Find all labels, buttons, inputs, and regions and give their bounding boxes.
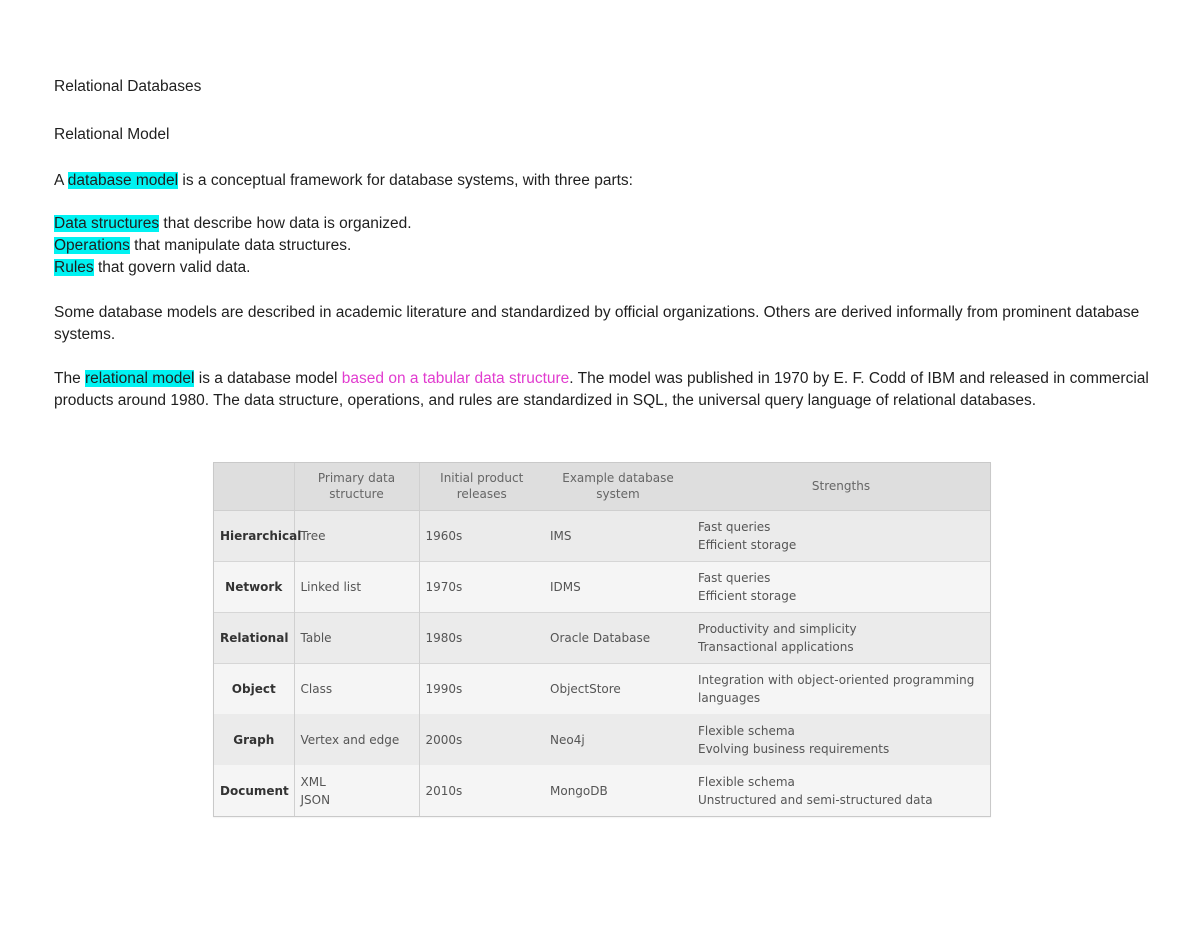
strength-text: Transactional applications bbox=[698, 639, 854, 654]
row-model-name: Object bbox=[214, 663, 294, 714]
row-example: ObjectStore bbox=[550, 681, 621, 696]
row-strengths bbox=[692, 714, 990, 765]
list-item bbox=[54, 257, 1154, 279]
section-heading: Relational Model bbox=[54, 126, 170, 143]
table-row bbox=[214, 714, 990, 765]
structure-text: Linked list bbox=[300, 579, 362, 594]
structure-text: JSON bbox=[300, 792, 331, 807]
row-structure bbox=[294, 714, 419, 765]
tabular-structure-link[interactable]: based on a tabular data structure bbox=[341, 370, 570, 387]
structure-text: Table bbox=[300, 630, 332, 645]
row-strengths bbox=[692, 663, 990, 714]
strength-text: Efficient storage bbox=[698, 588, 797, 603]
highlighted-term-database-model[interactable]: database model bbox=[67, 172, 179, 189]
strength-text: Fast queries bbox=[698, 570, 771, 585]
strength-text: Flexible schema bbox=[698, 723, 795, 738]
row-example: IMS bbox=[550, 528, 572, 543]
structure-text: XML bbox=[300, 774, 326, 789]
highlighted-term-rules[interactable]: Rules bbox=[54, 259, 94, 276]
strength-text: Productivity and simplicity bbox=[698, 621, 857, 636]
header-initial-releases: Initial product releases bbox=[419, 463, 544, 510]
structure-text: Vertex and edge bbox=[300, 732, 400, 747]
row-example: Oracle Database bbox=[550, 630, 651, 645]
row-model-name: Relational bbox=[214, 612, 294, 663]
list-item-text: that manipulate data structures. bbox=[129, 237, 352, 254]
strength-text: Fast queries bbox=[698, 519, 771, 534]
relational-text: . The model was published in 1970 by E. F. Codd of IBM and released in commercial products around 1980. The data structure, operations, and rules are standardized in SQL, the universal query language of relational databases. bbox=[54, 370, 1149, 409]
list-item bbox=[54, 235, 1154, 257]
row-release: 1980s bbox=[425, 630, 463, 645]
row-structure bbox=[294, 561, 419, 612]
highlighted-term-data-structures[interactable]: Data structures bbox=[54, 215, 160, 232]
table-row bbox=[214, 663, 990, 714]
structure-text: Tree bbox=[300, 528, 326, 543]
relational-prefix: The bbox=[54, 370, 86, 387]
structure-text: Class bbox=[300, 681, 333, 696]
row-release: 2010s bbox=[425, 783, 463, 798]
header-example-system: Example database system bbox=[544, 463, 692, 510]
row-release: 2000s bbox=[425, 732, 463, 747]
strength-text: Integration with object-oriented programming languages bbox=[698, 672, 975, 705]
row-release: 1960s bbox=[425, 528, 463, 543]
table-row bbox=[214, 765, 990, 816]
row-strengths bbox=[692, 612, 990, 663]
list-item-text: that describe how data is organized. bbox=[159, 215, 412, 232]
header-strengths: Strengths bbox=[692, 463, 990, 510]
strength-text: Evolving business requirements bbox=[698, 741, 890, 756]
row-example: Neo4j bbox=[550, 732, 585, 747]
row-model-name: Document bbox=[214, 765, 294, 816]
row-strengths bbox=[692, 510, 990, 561]
row-structure bbox=[294, 765, 419, 816]
row-model-name: Network bbox=[214, 561, 294, 612]
header-primary-structure: Primary data structure bbox=[294, 463, 419, 510]
highlighted-term-operations[interactable]: Operations bbox=[54, 237, 130, 254]
origins-paragraph: Some database models are described in academic literature and standardized by official organizations. Others are derived informally from prominent database systems. bbox=[54, 304, 1140, 343]
row-example: IDMS bbox=[550, 579, 581, 594]
definition-prefix: A bbox=[54, 172, 68, 189]
row-example: MongoDB bbox=[550, 783, 608, 798]
row-strengths bbox=[692, 561, 990, 612]
row-structure bbox=[294, 612, 419, 663]
row-release: 1970s bbox=[425, 579, 463, 594]
strength-text: Unstructured and semi-structured data bbox=[698, 792, 933, 807]
highlighted-term-relational-model[interactable]: relational model bbox=[85, 370, 195, 387]
strength-text: Efficient storage bbox=[698, 537, 797, 552]
definition-text: is a conceptual framework for database systems, with three parts: bbox=[178, 172, 633, 189]
row-release: 1990s bbox=[425, 681, 463, 696]
row-structure bbox=[294, 510, 419, 561]
relational-middle: is a database model bbox=[194, 370, 342, 387]
table-row bbox=[214, 561, 990, 612]
list-item-text: that govern valid data. bbox=[93, 259, 251, 276]
table-row bbox=[214, 612, 990, 663]
table-row bbox=[214, 510, 990, 561]
page-title: Relational Databases bbox=[54, 78, 202, 95]
row-strengths bbox=[692, 765, 990, 816]
relational-paragraph bbox=[54, 368, 1154, 412]
row-model-name: Hierarchical bbox=[214, 510, 294, 561]
row-model-name: Graph bbox=[214, 714, 294, 765]
database-models-table bbox=[213, 462, 991, 817]
list-item bbox=[54, 213, 1154, 235]
table-header-row bbox=[214, 463, 990, 510]
model-parts-list bbox=[54, 213, 1154, 279]
strength-text: Flexible schema bbox=[698, 774, 795, 789]
row-structure bbox=[294, 663, 419, 714]
header-cell-empty bbox=[214, 463, 294, 510]
definition-paragraph bbox=[54, 170, 1154, 192]
